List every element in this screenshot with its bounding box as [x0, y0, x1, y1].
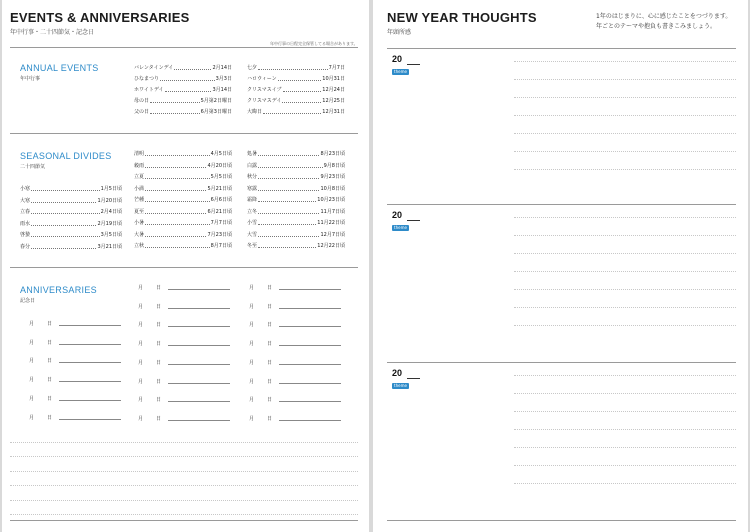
entry-date: 5月第2日曜日 — [200, 98, 232, 104]
anniversary-row — [138, 303, 230, 310]
entry-date: 12月22日頃 — [317, 243, 345, 249]
anniversary-row — [249, 378, 341, 385]
list-item — [134, 75, 232, 82]
write-line[interactable] — [279, 383, 341, 384]
list-item — [134, 185, 232, 192]
day-label: 日 — [267, 378, 273, 385]
annual-events-title: ANNUAL EVENTS — [20, 63, 99, 73]
list-item — [134, 162, 232, 169]
entry-name: 父の日 — [134, 109, 150, 115]
month-label: 月 — [138, 285, 144, 291]
dot-leader — [258, 167, 323, 168]
list-item — [134, 86, 232, 93]
entry-date: 1月5日頃 — [100, 186, 122, 192]
entry-name: 大暑 — [134, 231, 145, 238]
list-item — [20, 208, 122, 215]
month-label: 月 — [29, 358, 35, 365]
entry-date: 11月22日頃 — [317, 220, 345, 226]
entry-name: 啓蟄 — [20, 232, 31, 238]
dot-leader — [31, 248, 96, 249]
entry-name: 芒種 — [134, 197, 145, 203]
write-line[interactable] — [279, 326, 341, 327]
entry-date: 3月5日頃 — [100, 232, 122, 238]
intro-note-line2: 年ごとのテーマや抱負も書きこみましょう。 — [596, 23, 717, 30]
day-label: 日 — [267, 341, 273, 348]
dot-leader — [165, 91, 212, 92]
month-label: 月 — [29, 339, 35, 346]
entry-date: 2月4日頃 — [100, 209, 122, 215]
top-rule — [10, 47, 358, 48]
month-label: 月 — [138, 322, 144, 329]
list-item — [247, 173, 345, 180]
section-rule-2 — [10, 267, 358, 268]
entry-date: 10月8日頃 — [320, 185, 345, 192]
write-line[interactable] — [168, 364, 230, 365]
day-label: 日 — [47, 377, 53, 384]
entry-date: 9月8日頃 — [323, 162, 345, 169]
writing-line[interactable] — [514, 79, 736, 80]
anniversary-row — [29, 357, 121, 364]
entry-date: 3月3日 — [215, 76, 232, 82]
seasonal-divides-subtitle: 二十四節気 — [20, 164, 46, 170]
month-label: 月 — [138, 359, 144, 366]
writing-line[interactable] — [514, 375, 736, 376]
list-item — [247, 86, 345, 93]
writing-line[interactable] — [514, 289, 736, 290]
entry-date: 7月23日頃 — [207, 231, 232, 238]
entry-date: 4月20日頃 — [207, 162, 232, 169]
month-label: 月 — [249, 415, 255, 422]
month-label: 月 — [29, 321, 35, 327]
month-label: 月 — [138, 303, 144, 310]
dot-leader — [145, 247, 210, 248]
entry-date: 3月14日 — [212, 87, 232, 93]
day-label: 日 — [267, 359, 273, 366]
month-label: 月 — [29, 377, 35, 384]
schedule-note: 年中行事の日程完全保管してる場合があります。 — [270, 41, 358, 46]
year-label: 20 — [392, 54, 403, 64]
anniversary-row — [249, 321, 341, 328]
writing-line[interactable] — [10, 456, 358, 457]
anniversary-row — [249, 284, 341, 291]
entry-name: クリスマスデイ — [247, 98, 282, 104]
writing-line[interactable] — [514, 151, 736, 152]
entry-name: ハロウィーン — [247, 76, 277, 82]
anniversary-row — [249, 396, 341, 403]
writing-line[interactable] — [514, 169, 736, 170]
list-item — [134, 150, 232, 157]
list-item — [247, 97, 345, 104]
year-label: 20 — [392, 210, 403, 220]
entry-date: 10月31日 — [322, 76, 345, 82]
entry-name: 小暑 — [134, 220, 145, 226]
anniversary-row — [29, 339, 121, 346]
entry-name: 秋分 — [247, 174, 258, 180]
day-label: 日 — [47, 358, 53, 365]
dot-leader — [145, 201, 210, 202]
month-label: 月 — [249, 285, 255, 291]
entry-date: 8月7日頃 — [210, 243, 232, 249]
anniversary-row — [29, 320, 121, 327]
anniversary-row — [249, 359, 341, 366]
entry-name: 小雪 — [247, 220, 258, 226]
month-label: 月 — [249, 359, 255, 366]
list-item — [247, 108, 345, 115]
write-line[interactable] — [279, 401, 341, 402]
dot-leader — [145, 178, 210, 179]
list-item — [20, 220, 122, 227]
dot-leader — [145, 236, 206, 237]
dot-leader — [145, 224, 210, 225]
dot-leader — [31, 225, 96, 226]
dot-leader — [31, 190, 100, 191]
theme-tag: theme — [394, 69, 407, 74]
dot-leader — [258, 190, 319, 191]
dot-leader — [258, 178, 319, 179]
entry-name: バレンタインデイ — [134, 65, 174, 71]
writing-line[interactable] — [514, 411, 736, 412]
entry-name: ホワイトデイ — [134, 87, 164, 93]
write-line[interactable] — [59, 400, 121, 401]
list-item — [247, 162, 345, 169]
entry-date: 6月6日頃 — [210, 197, 232, 203]
dot-leader — [31, 236, 100, 237]
entry-date: 3月21日頃 — [97, 243, 122, 250]
writing-line[interactable] — [514, 115, 736, 116]
writing-line[interactable] — [514, 253, 736, 254]
day-label: 日 — [156, 397, 162, 404]
entry-name: 大雪 — [247, 231, 258, 238]
entry-date: 8月23日頃 — [320, 151, 345, 157]
entry-date: 12月24日 — [322, 87, 345, 93]
writing-line[interactable] — [514, 483, 736, 484]
month-label: 月 — [138, 415, 144, 422]
anniversary-row — [138, 321, 230, 328]
write-line[interactable] — [168, 383, 230, 384]
entry-name: 霜降 — [247, 197, 258, 203]
list-item — [134, 208, 232, 215]
anniversaries-title: ANNIVERSARIES — [20, 285, 97, 295]
write-line[interactable] — [279, 308, 341, 309]
write-line[interactable] — [59, 381, 121, 382]
writing-line[interactable] — [10, 442, 358, 443]
dot-leader — [258, 236, 319, 237]
writing-line[interactable] — [514, 97, 736, 98]
month-label: 月 — [249, 341, 255, 348]
page-title-right: NEW YEAR THOUGHTS — [387, 10, 537, 25]
anniversary-row — [138, 396, 230, 403]
block-rule — [387, 362, 736, 363]
writing-line[interactable] — [514, 307, 736, 308]
dot-leader — [31, 202, 96, 203]
write-line[interactable] — [168, 420, 230, 421]
day-label: 日 — [156, 415, 162, 422]
writing-line[interactable] — [514, 133, 736, 134]
anniversary-row — [138, 378, 230, 385]
dot-leader — [145, 167, 206, 168]
write-line[interactable] — [59, 362, 121, 363]
list-item — [20, 243, 122, 250]
list-item — [247, 231, 345, 238]
day-label: 日 — [156, 359, 162, 366]
month-label: 月 — [138, 397, 144, 404]
entry-date: 12月25日 — [322, 98, 345, 104]
dot-leader — [258, 201, 316, 202]
list-item — [20, 231, 122, 238]
write-line[interactable] — [168, 345, 230, 346]
day-label: 日 — [47, 395, 53, 402]
day-label: 日 — [47, 321, 53, 327]
entry-date: 2月14日 — [212, 65, 232, 71]
writing-line[interactable] — [514, 393, 736, 394]
day-label: 日 — [267, 415, 273, 422]
anniversary-row — [249, 303, 341, 310]
list-item — [134, 242, 232, 249]
dot-leader — [145, 213, 206, 214]
block-rule — [387, 204, 736, 205]
dot-leader — [145, 190, 206, 191]
entry-date: 7月7日 — [328, 65, 345, 71]
day-label: 日 — [267, 285, 273, 291]
entry-name: 立春 — [20, 209, 31, 215]
list-item — [134, 97, 232, 104]
list-item — [134, 231, 232, 238]
dot-leader — [258, 247, 316, 248]
day-label: 日 — [156, 378, 162, 385]
writing-line[interactable] — [514, 61, 736, 62]
list-item — [134, 219, 232, 226]
writing-line[interactable] — [10, 500, 358, 501]
anniversary-row — [249, 340, 341, 347]
day-label: 日 — [267, 303, 273, 310]
writing-line[interactable] — [514, 271, 736, 272]
anniversary-row — [138, 284, 230, 291]
writing-line[interactable] — [514, 429, 736, 430]
day-label: 日 — [47, 339, 53, 346]
intro-note-line1: 1年のはじまりに、心に感じたことをつづります。 — [596, 13, 732, 20]
day-label: 日 — [156, 285, 162, 291]
list-item — [247, 150, 345, 157]
list-item — [20, 197, 122, 204]
dot-leader — [282, 102, 321, 103]
list-item — [247, 242, 345, 249]
day-label: 日 — [47, 414, 53, 421]
annual-events-subtitle: 年中行事 — [20, 76, 41, 82]
day-label: 日 — [156, 341, 162, 348]
dot-leader — [258, 69, 328, 70]
right-page — [373, 0, 748, 532]
dot-leader — [31, 213, 100, 214]
list-item — [247, 196, 345, 203]
dot-leader — [278, 80, 322, 81]
seasonal-divides-title: SEASONAL DIVIDES — [20, 151, 112, 161]
block-rule — [387, 520, 736, 521]
day-label: 日 — [267, 397, 273, 404]
writing-line[interactable] — [10, 514, 358, 515]
writing-line[interactable] — [514, 447, 736, 448]
entry-date: 5月21日頃 — [207, 185, 232, 192]
entry-name: 立夏 — [134, 174, 145, 180]
anniversaries-subtitle: 記念日 — [20, 298, 36, 304]
writing-line[interactable] — [514, 235, 736, 236]
entry-date: 7月7日頃 — [210, 220, 232, 226]
writing-line[interactable] — [10, 485, 358, 486]
month-label: 月 — [249, 378, 255, 385]
write-line[interactable] — [168, 289, 230, 290]
list-item — [247, 185, 345, 192]
list-item — [247, 219, 345, 226]
list-item — [134, 173, 232, 180]
month-label: 月 — [138, 341, 144, 348]
dot-leader — [150, 113, 200, 114]
dot-leader — [263, 113, 321, 114]
dot-leader — [160, 80, 215, 81]
entry-date: 11月7日頃 — [320, 208, 345, 215]
year-label: 20 — [392, 368, 403, 378]
month-label: 月 — [249, 397, 255, 404]
write-line[interactable] — [168, 401, 230, 402]
write-line[interactable] — [59, 419, 121, 420]
write-line[interactable] — [59, 325, 121, 326]
entry-date: 12月31日 — [322, 109, 345, 115]
anniversary-row — [249, 415, 341, 422]
entry-name: 夏至 — [134, 208, 145, 215]
entry-name: クリスマスイブ — [247, 87, 282, 93]
list-item — [247, 208, 345, 215]
month-label: 月 — [29, 414, 35, 421]
list-item — [20, 185, 122, 192]
year-fill-line[interactable] — [407, 220, 420, 221]
write-line[interactable] — [168, 326, 230, 327]
entry-name: 処暑 — [247, 151, 258, 157]
entry-date: 1月20日頃 — [97, 197, 122, 204]
write-line[interactable] — [279, 345, 341, 346]
write-line[interactable] — [59, 344, 121, 345]
entry-name: 大寒 — [20, 197, 31, 204]
anniversary-row — [29, 395, 121, 402]
theme-tag: theme — [394, 383, 407, 388]
anniversary-row — [29, 414, 121, 421]
writing-line[interactable] — [514, 217, 736, 218]
dot-leader — [145, 155, 210, 156]
entry-name: 雨水 — [20, 220, 31, 227]
anniversary-row — [138, 415, 230, 422]
month-label: 月 — [29, 395, 35, 402]
entry-name: 白露 — [247, 162, 258, 169]
writing-line[interactable] — [514, 325, 736, 326]
entry-date: 12月7日頃 — [320, 231, 345, 238]
write-line[interactable] — [168, 308, 230, 309]
list-item — [134, 64, 232, 71]
dot-leader — [150, 102, 200, 103]
entry-name: ひなまつり — [134, 76, 160, 82]
page-subtitle-right: 年頭所感 — [387, 29, 412, 36]
entry-name: 穀雨 — [134, 162, 145, 169]
entry-date: 9月23日頃 — [320, 174, 345, 180]
writing-line[interactable] — [514, 465, 736, 466]
list-item — [134, 196, 232, 203]
section-rule-1 — [10, 133, 358, 134]
anniversary-row — [29, 376, 121, 383]
write-line[interactable] — [279, 364, 341, 365]
right-top-rule — [387, 48, 736, 49]
entry-name: 七夕 — [247, 65, 258, 71]
page-title: EVENTS & ANNIVERSARIES — [10, 10, 190, 25]
list-item — [247, 64, 345, 71]
entry-name: 母の日 — [134, 98, 150, 104]
write-line[interactable] — [279, 289, 341, 290]
entry-date: 6月21日頃 — [207, 208, 232, 215]
theme-tag: theme — [394, 225, 407, 230]
day-label: 日 — [156, 303, 162, 310]
year-fill-line[interactable] — [407, 378, 420, 379]
page-subtitle: 年中行事・二十四節気・記念日 — [10, 29, 95, 36]
dot-leader — [258, 213, 319, 214]
year-fill-line[interactable] — [407, 64, 420, 65]
dot-leader — [258, 155, 319, 156]
month-label: 月 — [249, 303, 255, 310]
month-label: 月 — [138, 378, 144, 385]
entry-name: 春分 — [20, 243, 31, 250]
entry-name: 寒露 — [247, 185, 258, 192]
list-item — [134, 108, 232, 115]
entry-name: 大晦日 — [247, 109, 263, 115]
entry-name: 清明 — [134, 151, 145, 157]
entry-date: 10月23日頃 — [317, 197, 345, 203]
entry-date: 5月5日頃 — [210, 174, 232, 180]
left-page — [2, 0, 369, 532]
anniversary-row — [138, 359, 230, 366]
entry-date: 4月5日頃 — [210, 151, 232, 157]
writing-line[interactable] — [10, 471, 358, 472]
anniversary-row — [138, 340, 230, 347]
day-label: 日 — [156, 322, 162, 329]
write-line[interactable] — [279, 420, 341, 421]
list-item — [247, 75, 345, 82]
dot-leader — [174, 69, 211, 70]
day-label: 日 — [267, 322, 273, 329]
entry-date: 6月第3日曜日 — [200, 109, 232, 115]
dot-leader — [258, 224, 316, 225]
entry-name: 冬至 — [247, 243, 258, 249]
entry-name: 立冬 — [247, 208, 258, 215]
bottom-rule — [10, 520, 358, 521]
month-label: 月 — [249, 322, 255, 329]
entry-name: 小寒 — [20, 186, 31, 192]
entry-name: 立秋 — [134, 243, 145, 249]
entry-name: 小満 — [134, 185, 145, 192]
dot-leader — [283, 91, 322, 92]
entry-date: 2月19日頃 — [97, 220, 122, 227]
